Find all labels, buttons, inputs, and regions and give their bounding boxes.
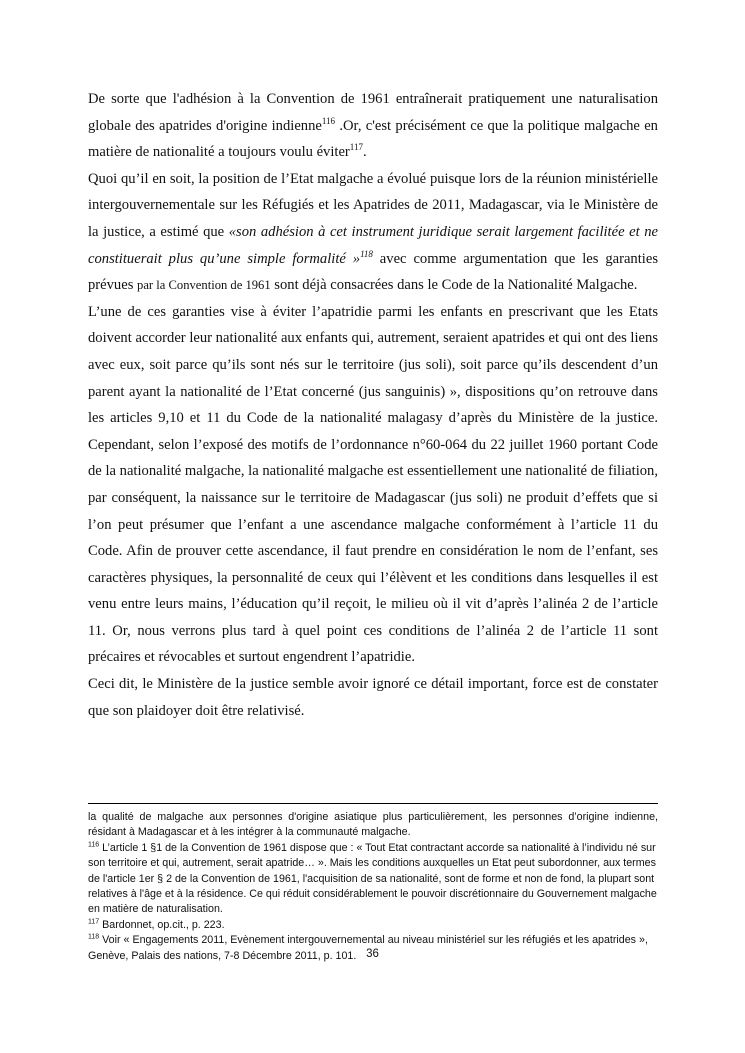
paragraph-1-text: De sorte que l'adhésion à la Convention de 1961 entraînerait pratiquement une naturalisation globale des apatrides d'origine indienne — [88, 91, 658, 134]
paragraph-1-text-b: .Or, c'est précisément ce que la politique malgache en matière de nationalité a toujours voulu éviter — [88, 117, 658, 161]
body-text — [88, 86, 658, 724]
footnote-118-text: Voir « Engagements 2011, Evènement intergouvernemental au niveau ministériel sur les réfugiés et les apatrides », Genève, Palais des nations, 7-8 Décembre 2011, p. 101. — [88, 934, 648, 962]
ministry-quote: «son adhésion à cet instrument juridique serait largement facilitée et ne constituerait plus qu’une simple formalité » — [88, 223, 658, 267]
paragraph-2-text-c: sont déjà consacrées dans le Code de la Nationalité Malgache. — [270, 277, 638, 294]
paragraph-1 — [88, 86, 658, 166]
footnote-ref-118 — [360, 249, 373, 259]
page-number: 36 — [366, 948, 379, 960]
paragraph-2-text: Quoi qu’il en soit, la position de l’Etat malgache a évolué puisque lors de la réunion ministérielle intergouvernementale sur les Réfugiés et les Apatrides de 2011, Madagascar, via le Ministère de la justice, a estimé que — [88, 170, 658, 240]
footnote-ref-118-num: 118 — [360, 248, 373, 259]
footnote-ref-117: 117 — [349, 142, 363, 153]
paragraph-2-text-b: avec comme argumentation que les garanties prévues — [88, 250, 658, 294]
footnote-116 — [88, 841, 658, 918]
paragraph-2 — [88, 166, 658, 299]
footnote-continued: la qualité de malgache aux personnes d'origine asiatique plus particulièrement, les personnes d’origine indienne, résidant à Madagascar et à les intégrer à la communauté malgache. — [88, 811, 658, 839]
footnote-116-text: L’article 1 §1 de la Convention de 1961 dispose que : « Tout Etat contractant accorde sa nationalité à l’individu né sur son territoire et qui, autrement, serait apatride… ». Mais les conditions auxquelles un Etat peut subordonner, aux termes de l'article 1er § 2 de la Convention de 1961, l'acquisition de sa nationalité, sont de forme et non de fond, la plupart sont relatives à l'âge et à la résidence. Ce qui réduit considérablement le pouvoir discrétionnaire du Gouvernement malgache en matière de naturalisation. — [88, 841, 657, 916]
footnotes — [88, 810, 658, 964]
paragraph-2-small-text: par la Convention de 1961 — [137, 278, 271, 293]
footnote-118-num: 118 — [88, 933, 100, 941]
footnote-116-num: 116 — [88, 841, 100, 849]
paragraph-1-text-c: . — [362, 144, 367, 161]
paragraph-4: Ceci dit, le Ministère de la justice semble avoir ignoré ce détail important, force est de constater que son plaidoyer doit être relativisé. — [88, 676, 658, 719]
footnote-117-num: 117 — [88, 918, 100, 926]
footnote-ref-116: 116 — [321, 115, 336, 126]
paragraph-3: L’une de ces garanties vise à éviter l’apatridie parmi les enfants en prescrivant que les Etats doivent accorder leur nationalité aux enfants qui, autrement, seraient apatrides et qui ont des liens avec eux, soit parce qu’ils sont nés sur le territoire (jus soli), soit parce qu’ils descendent d’un parent ayant la nationalité de l’Etat concerné (jus sanguinis) », dispositions qu’on retrouve dans les articles 9,10 et 11 du Code de la nationalité malagasy d’après du Ministère de la justice. Cependant, selon l’exposé des motifs de l’ordonnance n°60-064 du 22 juillet 1960 portant Code de la nationalité malgache, la nationalité malgache est essentiellement une nationalité de filiation, par conséquent, la naissance sur le territoire de Madagascar (jus soli) ne produit d’effets que si l’on peut présumer que l’enfant a une ascendance malgache conformément à l’article 11 du Code. Afin de prouver cette ascendance, il faut prendre en considération le nom de l’enfant, ses caractères physiques, la personnalité de ceux qui l’élèvent et les conditions dans lesquelles il est venu entre leurs mains, l’éducation qu’il reçoit, le milieu où il vit d’après l’alinéa 2 de l’article 11. Or, nous verrons plus tard à quel point ces conditions de l’alinéa 2 de l’article 11 sont précaires et révocables et surtout engendrent l’apatridie. — [88, 303, 658, 666]
footnote-117-text: Bardonnet, op.cit., p. 223. — [99, 918, 225, 931]
footnote-separator — [88, 803, 658, 804]
footnote-117 — [88, 918, 658, 933]
